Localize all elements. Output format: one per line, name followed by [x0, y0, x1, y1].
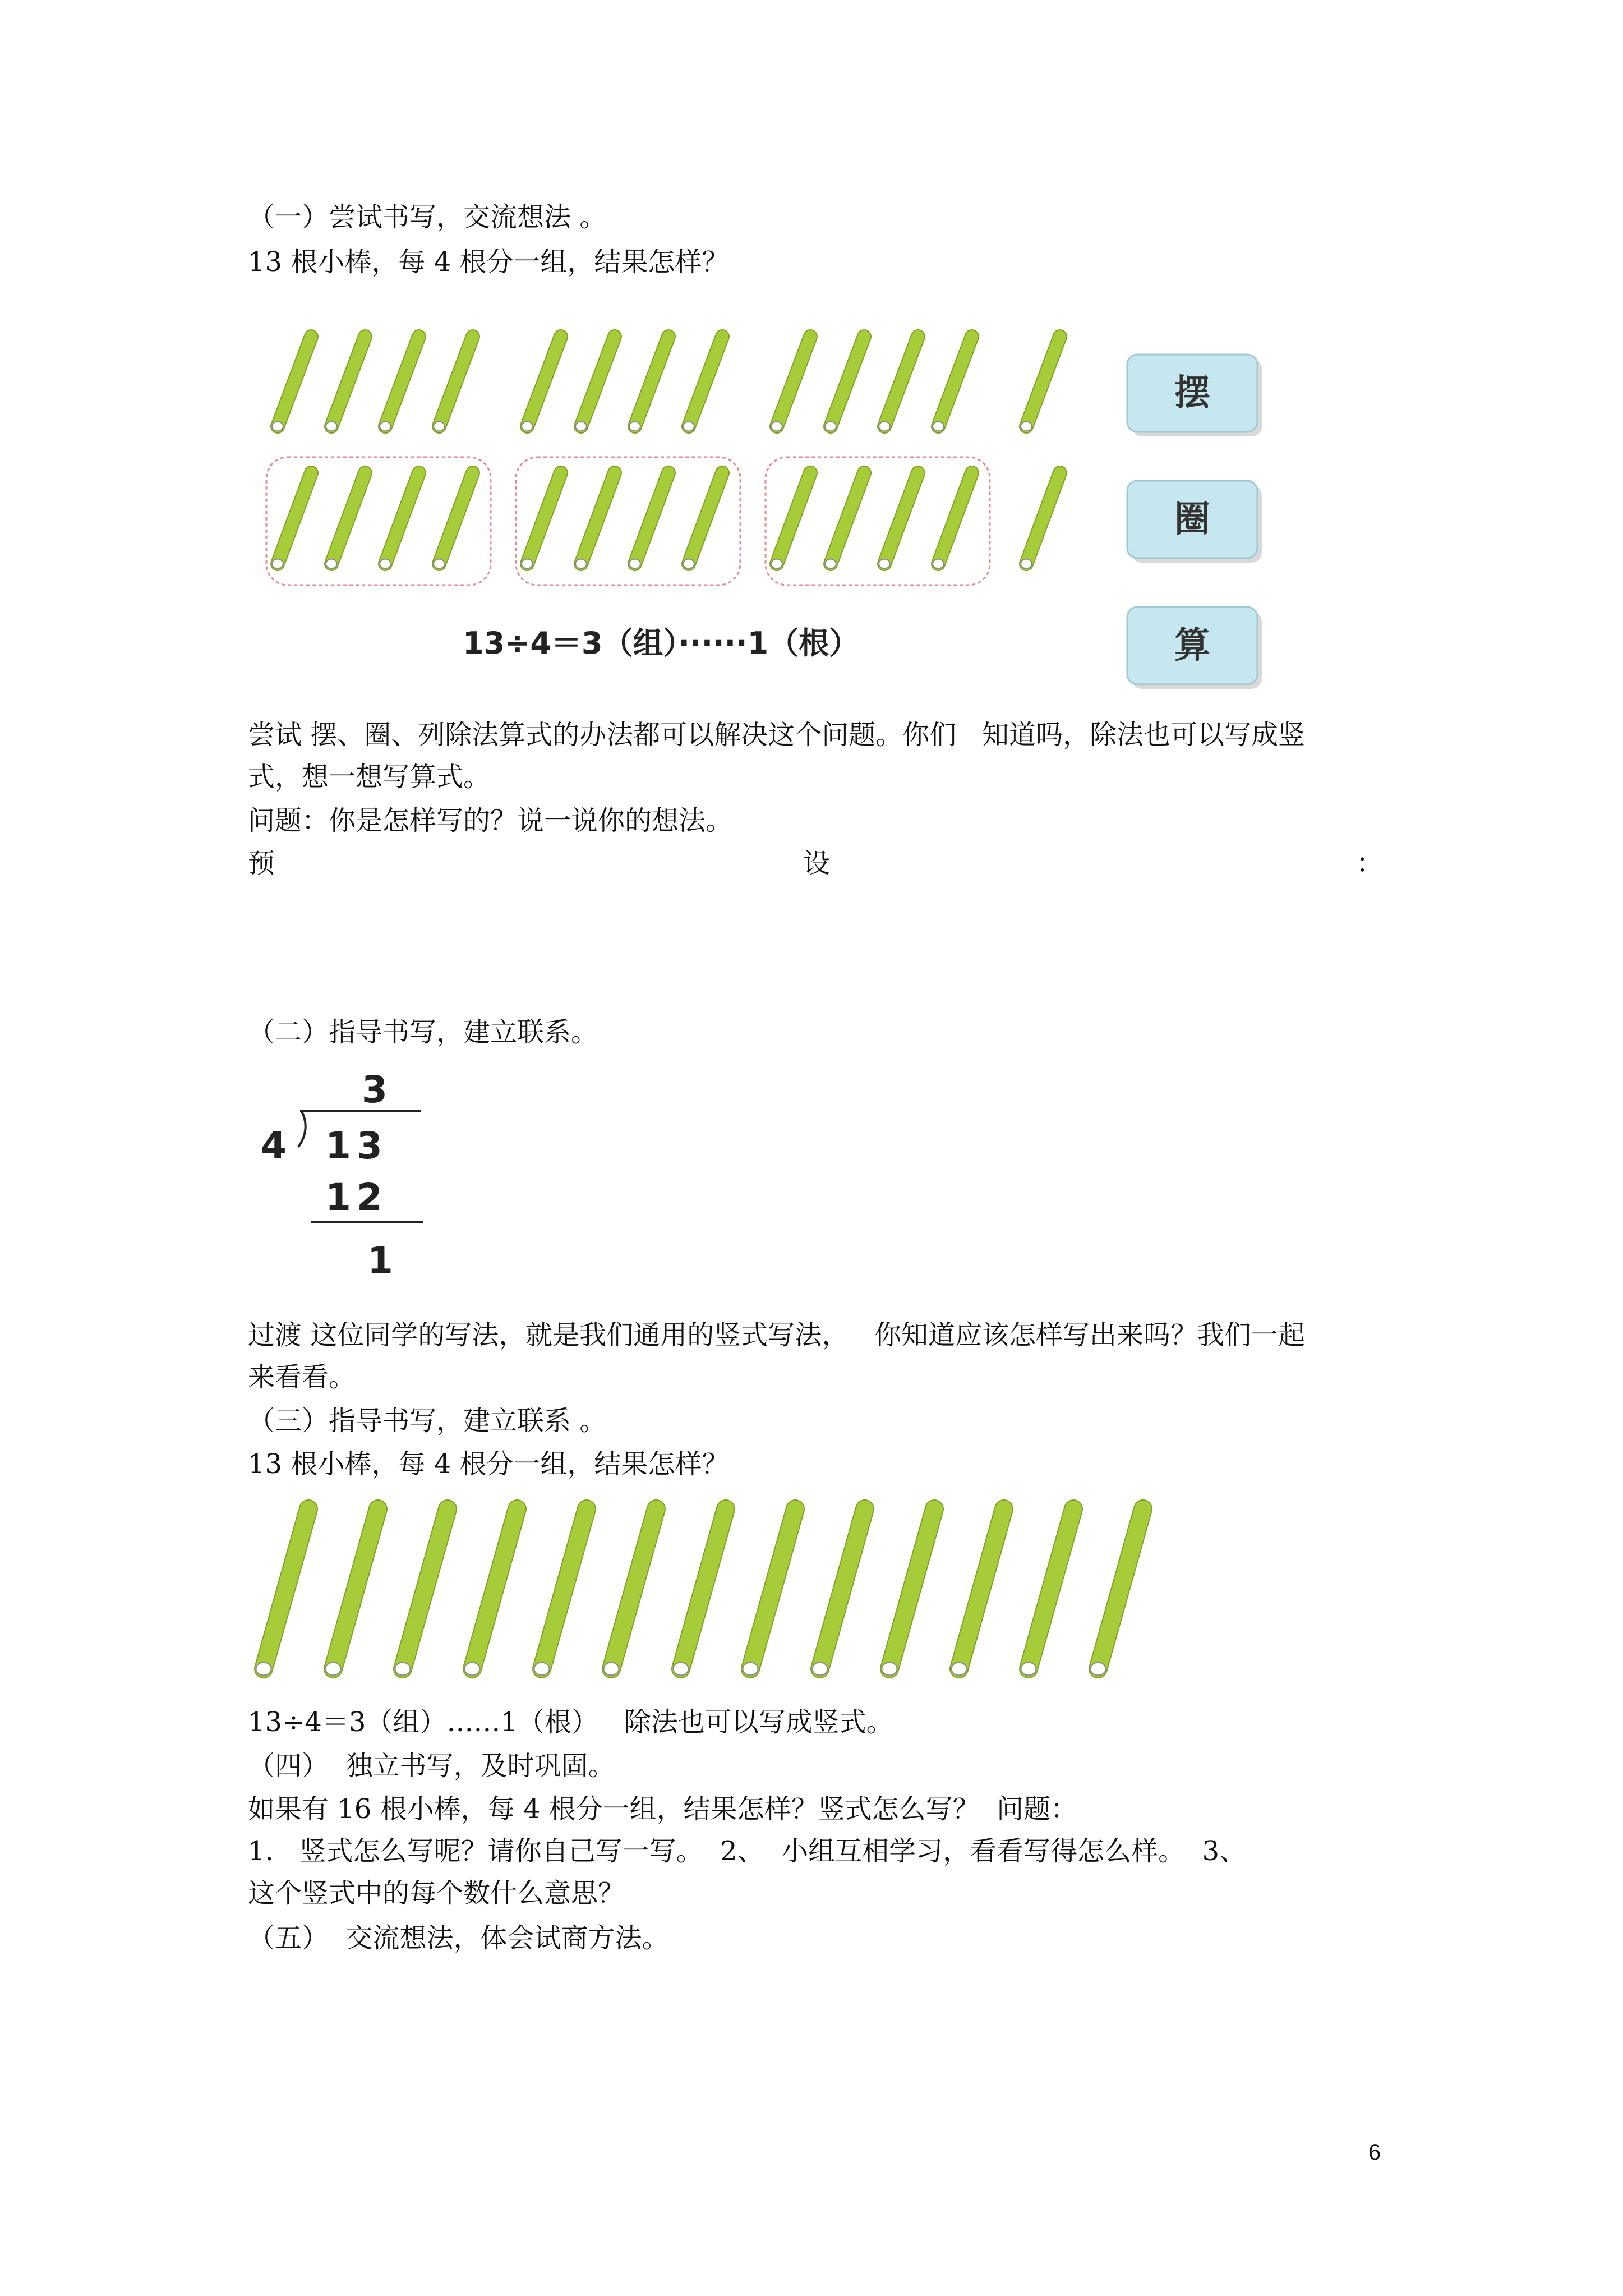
- stick: [882, 1509, 935, 1675]
- method-button-label: 摆: [1174, 372, 1210, 414]
- paragraph-transition-cont: 来看看。: [248, 1361, 356, 1393]
- sticks-grouping-figure: [247, 314, 1290, 696]
- section-4-heading: （四） 独立书写，及时巩固。: [248, 1750, 615, 1782]
- method-button[interactable]: [1127, 607, 1262, 689]
- section-1-heading: （一）尝试书写，交流想法 。: [248, 201, 607, 233]
- sticks-row-circled: [266, 457, 1060, 585]
- equation-line: 13÷4＝3（组）……1（根） 除法也可以写成竖式。: [248, 1706, 893, 1738]
- section-5-heading: （五） 交流想法，体会试商方法。: [248, 1922, 669, 1954]
- stick: [771, 337, 810, 431]
- method-button[interactable]: [1127, 355, 1262, 436]
- stick: [465, 1509, 518, 1675]
- stick: [326, 337, 365, 431]
- stick: [813, 1509, 865, 1675]
- stick: [380, 473, 419, 568]
- stick: [674, 1509, 726, 1675]
- preset-label-colon: ：: [1356, 848, 1384, 879]
- quotient: 3: [362, 1068, 388, 1111]
- method-button-label: 算: [1174, 625, 1210, 666]
- division-equation: 13÷4＝3（组）······1（根）: [463, 625, 860, 661]
- stick: [825, 337, 864, 431]
- paragraph-attempt-cont: 式，想一想写算式。: [248, 761, 491, 793]
- stick: [1021, 473, 1060, 568]
- stick: [434, 473, 473, 568]
- paragraph-attempt: 尝试 摆、圈、列除法算式的办法都可以解决这个问题。你们 知道吗，除法也可以写成竖: [248, 719, 1306, 751]
- remainder: 1: [367, 1239, 393, 1282]
- question-list-cont: 这个竖式中的每个数什么意思？: [248, 1878, 625, 1909]
- stick: [1021, 1509, 1074, 1675]
- question-sixteen: 如果有 16 根小棒，每 4 根分一组，结果怎样？竖式怎么写？ 问题：: [248, 1793, 1078, 1825]
- stick: [629, 337, 668, 431]
- paragraph-transition: 过渡 这位同学的写法，就是我们通用的竖式写法， 你知道应该怎样写出来吗？我们一起: [248, 1319, 1306, 1351]
- stick: [629, 473, 668, 568]
- stick: [534, 1509, 587, 1675]
- stick: [1021, 337, 1060, 431]
- stick: [683, 337, 722, 431]
- long-division-figure: [252, 1063, 437, 1287]
- stick: [879, 337, 918, 431]
- sticks-row-placed: [272, 337, 1060, 431]
- page-number: 6: [1368, 2140, 1381, 2165]
- stick: [522, 337, 561, 431]
- question-how: 问题：你是怎样写的？说一说你的想法。: [248, 805, 733, 836]
- stick: [575, 337, 615, 431]
- question-text-2: 13 根小棒，每 4 根分一组，结果怎样？: [248, 1448, 729, 1480]
- stick: [771, 473, 810, 568]
- product: 12: [325, 1176, 388, 1219]
- stick: [879, 473, 918, 568]
- stick: [256, 1509, 309, 1675]
- stick: [272, 473, 311, 568]
- section-3-heading: （三）指导书写，建立联系 。: [248, 1405, 607, 1437]
- stick: [683, 473, 722, 568]
- stick: [575, 473, 615, 568]
- stick: [952, 1509, 1004, 1675]
- dividend: 13: [325, 1124, 388, 1167]
- divisor: 4: [261, 1124, 287, 1167]
- method-button[interactable]: [1127, 481, 1262, 563]
- stick: [326, 1509, 379, 1675]
- stick: [522, 473, 561, 568]
- stick: [933, 473, 972, 568]
- question-list: 1. 竖式怎么写呢？请你自己写一写。 2、 小组互相学习，看看写得怎么样。 3、: [248, 1835, 1247, 1867]
- section-2-heading: （二）指导书写，建立联系。: [248, 1016, 598, 1048]
- stick: [933, 337, 972, 431]
- stick: [825, 473, 864, 568]
- stick: [604, 1509, 657, 1675]
- preset-label-1: 预: [248, 848, 275, 879]
- method-button-label: 圈: [1174, 499, 1210, 540]
- preset-label-2: 设: [803, 848, 831, 879]
- stick: [434, 337, 473, 431]
- thirteen-sticks-figure: [247, 1492, 1166, 1694]
- stick: [743, 1509, 796, 1675]
- stick: [272, 337, 311, 431]
- stick: [380, 337, 419, 431]
- stick: [1091, 1509, 1144, 1675]
- stick: [395, 1509, 448, 1675]
- stick: [326, 473, 365, 568]
- question-text: 13 根小棒，每 4 根分一组，结果怎样？: [248, 246, 729, 278]
